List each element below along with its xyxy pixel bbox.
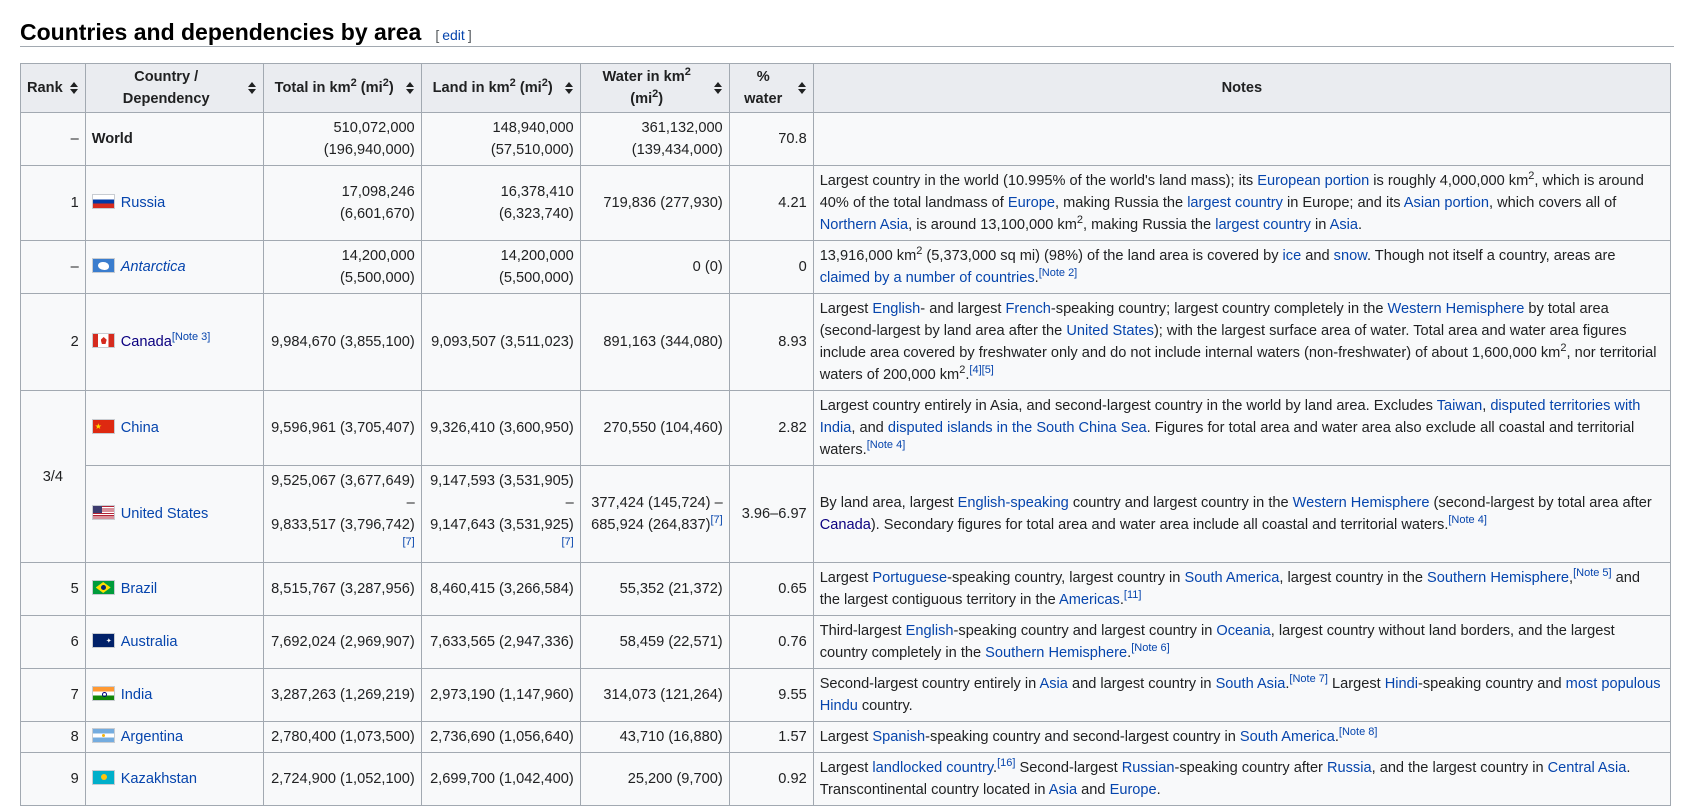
note-text: Largest country in the world (10.995% of the world's land mass); its <box>819 173 1258 189</box>
note-link[interactable]: Hindi <box>1384 676 1418 692</box>
land-cell: 2,699,700 (1,042,400) <box>421 753 580 806</box>
notes-cell <box>813 563 1670 616</box>
sort-icon[interactable] <box>798 81 806 95</box>
unit-text: ) <box>388 80 394 96</box>
water-cell <box>580 466 729 563</box>
note-link[interactable]: largest country <box>1215 217 1311 233</box>
note-link[interactable]: Asia <box>1048 782 1078 798</box>
header-water[interactable] <box>580 64 729 113</box>
note-link[interactable]: French <box>1005 301 1051 317</box>
note-text: country and largest country in the <box>1068 495 1293 511</box>
table-row-kazakhstan <box>21 753 1671 806</box>
table-row-antarctica <box>21 241 1671 294</box>
note-text: . <box>1119 592 1124 608</box>
note-text: , and <box>851 420 888 436</box>
land-cell <box>421 113 580 166</box>
table-row-brazil <box>21 563 1671 616</box>
land-cell: 8,460,415 (3,266,584) <box>421 563 580 616</box>
note-text: (second-largest by total area after <box>1429 495 1652 511</box>
note-link[interactable]: Americas <box>1059 592 1120 608</box>
note-link[interactable]: Russian <box>1121 760 1175 776</box>
table-row-australia <box>21 616 1671 669</box>
table-header-row <box>21 64 1671 113</box>
country-cell <box>85 294 263 391</box>
note-link[interactable]: South America <box>1184 570 1280 586</box>
country-link[interactable]: Canada <box>120 334 172 350</box>
country-cell <box>85 616 263 669</box>
footnote-ref[interactable]: [Note 7] <box>1289 673 1328 686</box>
note-text: country. <box>857 698 913 714</box>
table-row-united-states <box>21 466 1671 563</box>
notes-cell <box>813 241 1670 294</box>
land-cell: 2,973,190 (1,147,960) <box>421 669 580 722</box>
argentina-flag-icon <box>92 728 115 743</box>
water-cell: 891,163 (344,080) <box>580 294 729 391</box>
header-water-label: Water in km <box>602 69 685 85</box>
total-cell: 8,515,767 (3,287,956) <box>263 563 421 616</box>
rank-cell: 3/4 <box>21 391 86 563</box>
note-text: ). Secondary figures for total area and water area include all coastal and territorial waters. <box>870 517 1449 533</box>
note-text: and largest country in <box>1067 676 1216 692</box>
country-cell <box>85 113 263 166</box>
footnote-ref[interactable]: [Note 5] <box>1573 567 1612 580</box>
superscript: 2 <box>541 77 548 90</box>
notes-cell <box>813 166 1670 241</box>
notes-cell <box>813 391 1670 466</box>
india-flag-icon <box>92 686 115 701</box>
note-text: and <box>1077 782 1110 798</box>
footnote-ref[interactable]: [Note 3] <box>171 331 211 344</box>
country-cell <box>85 391 263 466</box>
pct-water-cell: 9.55 <box>729 669 813 722</box>
note-link[interactable]: Southern Hemisphere <box>985 645 1128 661</box>
unit-text: (mi <box>356 80 383 96</box>
country-link[interactable]: Argentina <box>120 729 184 745</box>
value-line: 9,525,067 (3,677,649) – <box>271 473 415 511</box>
notes-cell <box>813 722 1670 753</box>
sort-icon[interactable] <box>70 81 78 95</box>
land-cell: 2,736,690 (1,056,640) <box>421 722 580 753</box>
notes-cell <box>813 669 1670 722</box>
value-line: 9,833,517 (3,796,742) <box>271 517 415 533</box>
water-cell: 43,710 (16,880) <box>580 722 729 753</box>
header-rank[interactable] <box>21 64 86 113</box>
note-text: . <box>965 367 970 383</box>
pct-water-cell: 70.8 <box>729 113 813 166</box>
note-text: Largest <box>819 570 873 586</box>
total-cell: 9,984,670 (3,855,100) <box>263 294 421 391</box>
country-link[interactable]: China <box>120 420 159 436</box>
pct-water-cell: 0.76 <box>729 616 813 669</box>
country-cell <box>85 466 263 563</box>
value-line: (139,434,000) <box>631 142 723 158</box>
note-link[interactable]: English <box>905 623 954 639</box>
note-text: , which covers all of <box>1488 195 1617 211</box>
note-link[interactable]: claimed by a number of countries <box>819 270 1035 286</box>
pct-water-cell: 3.96–6.97 <box>729 466 813 563</box>
note-text: in <box>1310 217 1330 233</box>
value-line: 9,147,643 (3,531,925) <box>430 517 574 533</box>
table-row-china <box>21 391 1671 466</box>
note-link[interactable]: largest country <box>1187 195 1283 211</box>
note-link[interactable]: Spanish <box>872 729 926 745</box>
pct-water-cell: 1.57 <box>729 722 813 753</box>
total-cell: 9,596,961 (3,705,407) <box>263 391 421 466</box>
header-total[interactable] <box>263 64 421 113</box>
value-line: 148,940,000 <box>492 120 574 136</box>
country-cell <box>85 166 263 241</box>
note-link[interactable]: Taiwan <box>1436 398 1483 414</box>
note-text: is roughly 4,000,000 km <box>1369 173 1529 189</box>
water-cell: 270,550 (104,460) <box>580 391 729 466</box>
note-text: -speaking country and <box>1418 676 1566 692</box>
land-cell: 9,326,410 (3,600,950) <box>421 391 580 466</box>
pct-water-cell: 4.21 <box>729 166 813 241</box>
note-link[interactable]: Northern Asia <box>819 217 909 233</box>
note-text: , making Russia the <box>1054 195 1188 211</box>
notes-cell <box>813 753 1670 806</box>
note-text: and <box>1301 248 1334 264</box>
table-row-india <box>21 669 1671 722</box>
sort-icon[interactable] <box>565 81 573 95</box>
russia-flag-icon <box>92 194 115 209</box>
land-cell: 14,200,000 (5,500,000) <box>421 241 580 294</box>
note-text: . <box>1156 782 1161 798</box>
superscript: 2 <box>1076 214 1083 227</box>
footnote-ref[interactable]: [Note 4] <box>1448 514 1487 527</box>
note-text: Second-largest <box>1015 760 1122 776</box>
footnote-ref[interactable]: [Note 6] <box>1131 642 1170 655</box>
note-text: . Figures for total area and water area also exclude all coastal and territorial waters. <box>819 420 1635 458</box>
table-row-argentina <box>21 722 1671 753</box>
note-link[interactable]: ice <box>1282 248 1302 264</box>
footnote-ref[interactable]: [Note 2] <box>1038 267 1078 280</box>
note-text: -speaking country and second-largest country in <box>925 729 1240 745</box>
note-text: . <box>1285 676 1290 692</box>
value-line: 9,147,593 (3,531,905) – <box>430 473 574 511</box>
china-flag-icon <box>92 419 115 434</box>
note-text: . <box>1034 270 1039 286</box>
edit-link[interactable]: edit <box>442 27 465 43</box>
table-row-canada <box>21 294 1671 391</box>
note-link[interactable]: South America <box>1239 729 1335 745</box>
note-text: . <box>1357 217 1363 233</box>
country-link[interactable]: Australia <box>120 634 178 650</box>
superscript: 2 <box>916 245 923 258</box>
note-link[interactable]: English-speaking <box>957 495 1069 511</box>
value-line: 377,424 (145,724) – <box>591 495 723 511</box>
notes-cell <box>813 616 1670 669</box>
note-link[interactable]: Asia <box>1039 676 1068 692</box>
section-title: Countries and dependencies by area <box>20 19 422 45</box>
note-text: Largest country entirely in Asia, and second-largest country in the world by land area. Excludes <box>819 398 1437 414</box>
note-text: . <box>993 760 998 776</box>
value-line: (57,510,000) <box>490 142 574 158</box>
edit-bracket-close: ] <box>467 27 472 43</box>
note-link[interactable]: Russia <box>1326 760 1372 776</box>
notes-cell <box>813 466 1670 563</box>
note-text: , which is around 40% of the total landmass of <box>819 173 1644 211</box>
water-cell: 0 (0) <box>580 241 729 294</box>
superscript: 2 <box>1560 342 1567 355</box>
note-text: 13,916,000 km <box>819 248 917 264</box>
total-cell: 3,287,263 (1,269,219) <box>263 669 421 722</box>
sort-icon[interactable] <box>406 81 414 95</box>
footnote-ref[interactable]: [16] <box>997 757 1016 770</box>
note-link[interactable]: Western Hemisphere <box>1292 495 1430 511</box>
note-text: -speaking country; largest country completely in the <box>1050 301 1388 317</box>
country-name: World <box>91 131 133 147</box>
country-link[interactable]: United States <box>120 506 209 522</box>
australia-flag-icon <box>92 633 115 648</box>
total-cell: 2,780,400 (1,073,500) <box>263 722 421 753</box>
total-cell: 17,098,246 (6,601,670) <box>263 166 421 241</box>
note-text: , is around 13,100,000 km <box>908 217 1077 233</box>
note-link[interactable]: Europe <box>1007 195 1055 211</box>
note-text: Largest <box>819 729 873 745</box>
note-link[interactable]: snow <box>1333 248 1367 264</box>
value-line: 361,132,000 <box>641 120 723 136</box>
note-link[interactable]: disputed islands in the South China Sea <box>887 420 1147 436</box>
value-line: 510,072,000 <box>333 120 415 136</box>
rank-cell: 6 <box>21 616 86 669</box>
note-text: , <box>1482 398 1491 414</box>
land-cell: 16,378,410 (6,323,740) <box>421 166 580 241</box>
note-text: , nor territorial waters of 200,000 km <box>819 345 1657 383</box>
note-text: Largest <box>819 301 873 317</box>
article-section <box>20 0 1674 798</box>
water-cell: 25,200 (9,700) <box>580 753 729 806</box>
notes-cell <box>813 113 1670 166</box>
rank-cell: 7 <box>21 669 86 722</box>
footnote-ref[interactable]: [11] <box>1123 589 1142 602</box>
pct-water-cell: 0 <box>729 241 813 294</box>
rank-cell: 1 <box>21 166 86 241</box>
footnote-ref[interactable]: [Note 4] <box>866 439 906 452</box>
note-text: by total area (second-largest by land area after the <box>819 301 1609 339</box>
notes-cell <box>813 294 1670 391</box>
pct-water-cell: 2.82 <box>729 391 813 466</box>
note-link[interactable]: Oceania <box>1216 623 1271 639</box>
country-link[interactable]: Russia <box>120 195 166 211</box>
note-text: (5,373,000 sq mi) (98%) of the land area is covered by <box>922 248 1283 264</box>
total-cell <box>263 466 421 563</box>
footnote-ref[interactable]: [7] <box>402 536 415 549</box>
superscript: 2 <box>382 77 389 90</box>
note-text: Largest <box>819 760 873 776</box>
country-link[interactable]: Brazil <box>120 581 158 597</box>
header-country[interactable] <box>85 64 263 113</box>
pct-water-cell: 8.93 <box>729 294 813 391</box>
antarctica-flag-icon <box>92 258 115 273</box>
header-country-label: Country / Dependency <box>122 69 210 107</box>
header-pct-water-label: % water <box>744 69 783 107</box>
header-land-label: Land in km <box>432 80 510 96</box>
superscript: 2 <box>684 66 691 79</box>
country-cell <box>85 563 263 616</box>
unit-text: ) <box>547 80 553 96</box>
header-land[interactable] <box>421 64 580 113</box>
note-link[interactable]: Western Hemisphere <box>1387 301 1525 317</box>
country-cell <box>85 669 263 722</box>
note-text: , <box>1569 570 1574 586</box>
water-cell: 55,352 (21,372) <box>580 563 729 616</box>
pct-water-cell: 0.65 <box>729 563 813 616</box>
country-link[interactable]: India <box>120 687 153 703</box>
header-total-label: Total in km <box>274 80 351 96</box>
note-text: Largest <box>1327 676 1385 692</box>
note-link[interactable]: Southern Hemisphere <box>1427 570 1570 586</box>
value-line: 685,924 (264,837) <box>591 517 711 533</box>
country-cell <box>85 241 263 294</box>
total-cell <box>263 113 421 166</box>
sort-icon[interactable] <box>248 81 256 95</box>
note-text: -speaking country and largest country in <box>953 623 1217 639</box>
country-cell <box>85 722 263 753</box>
water-cell: 314,073 (121,264) <box>580 669 729 722</box>
note-link[interactable]: South Asia <box>1215 676 1286 692</box>
footnote-ref[interactable]: [7] <box>561 536 574 549</box>
canada-flag-icon <box>92 333 115 348</box>
total-cell: 7,692,024 (2,969,907) <box>263 616 421 669</box>
rank-cell: 8 <box>21 722 86 753</box>
unit-text: ) <box>658 91 664 107</box>
sort-icon[interactable] <box>714 81 722 95</box>
section-heading <box>20 4 1674 47</box>
header-pct-water[interactable] <box>729 64 813 113</box>
note-text: Second-largest country entirely in <box>819 676 1040 692</box>
superscript: 2 <box>350 77 357 90</box>
header-notes: Notes <box>813 64 1670 113</box>
note-link[interactable]: most populous Hindu <box>819 676 1661 714</box>
note-link[interactable]: United States <box>1066 323 1154 339</box>
footnote-ref[interactable]: [7] <box>710 514 723 527</box>
country-link[interactable]: Antarctica <box>120 259 186 275</box>
superscript: 2 <box>652 88 659 101</box>
water-cell: 719,836 (277,930) <box>580 166 729 241</box>
note-text: -speaking country after <box>1174 760 1327 776</box>
country-link[interactable]: Kazakhstan <box>120 771 197 787</box>
note-link[interactable]: Europe <box>1109 782 1157 798</box>
rank-cell: – <box>21 113 86 166</box>
superscript: 2 <box>509 77 516 90</box>
edit-section <box>435 27 471 43</box>
note-text: By land area, largest <box>819 495 958 511</box>
header-rank-label: Rank <box>27 80 63 96</box>
water-cell <box>580 113 729 166</box>
land-cell: 9,093,507 (3,511,023) <box>421 294 580 391</box>
rank-cell: 2 <box>21 294 86 391</box>
superscript: 2 <box>1528 170 1535 183</box>
kazakhstan-flag-icon <box>92 770 115 785</box>
land-cell: 7,633,565 (2,947,336) <box>421 616 580 669</box>
note-text: -speaking country, largest country in <box>947 570 1185 586</box>
footnote-ref[interactable]: [Note 8] <box>1338 726 1378 739</box>
countries-area-table <box>20 63 1671 806</box>
value-line: (196,940,000) <box>323 142 415 158</box>
note-text: , largest country without land borders, and the largest country completely in the <box>819 623 1615 661</box>
country-cell <box>85 753 263 806</box>
note-text: ); with the largest surface area of water. Total area and water area figures include area covered by freshwater only and do not include internal waters (non-freshwater) of about 1,600,000 km <box>819 323 1627 361</box>
footnote-ref[interactable]: [4][5] <box>969 364 994 377</box>
note-text: in Europe; and its <box>1282 195 1404 211</box>
note-link[interactable]: Asia <box>1329 217 1358 233</box>
table-row-world <box>21 113 1671 166</box>
total-cell: 2,724,900 (1,052,100) <box>263 753 421 806</box>
note-link[interactable]: European portion <box>1257 173 1370 189</box>
note-text: and the largest contiguous territory in the <box>819 570 1641 608</box>
brazil-flag-icon <box>92 580 115 595</box>
note-text: - and largest <box>920 301 1006 317</box>
unit-text: (mi <box>515 80 542 96</box>
note-text: , largest country in the <box>1279 570 1428 586</box>
superscript: 2 <box>959 364 966 377</box>
note-text: , making Russia the <box>1082 217 1216 233</box>
land-cell <box>421 466 580 563</box>
note-text: Third-largest <box>819 623 906 639</box>
note-link[interactable]: Central Asia <box>1547 760 1627 776</box>
note-text: . <box>1127 645 1132 661</box>
total-cell: 14,200,000 (5,500,000) <box>263 241 421 294</box>
unit-text: (mi <box>630 91 653 107</box>
note-text: . <box>1334 729 1339 745</box>
note-text: , and the largest country in <box>1371 760 1548 776</box>
note-link[interactable]: Canada <box>819 517 871 533</box>
rank-cell: 9 <box>21 753 86 806</box>
rank-cell: 5 <box>21 563 86 616</box>
rank-cell: – <box>21 241 86 294</box>
edit-bracket-open: [ <box>435 27 440 43</box>
note-link[interactable]: English <box>872 301 921 317</box>
note-text: . Transcontinental country located in <box>819 760 1631 798</box>
note-link[interactable]: landlocked country <box>872 760 994 776</box>
water-cell: 58,459 (22,571) <box>580 616 729 669</box>
pct-water-cell: 0.92 <box>729 753 813 806</box>
usa-flag-icon <box>92 505 115 520</box>
note-link[interactable]: Asian portion <box>1403 195 1489 211</box>
note-link[interactable]: Portuguese <box>872 570 948 586</box>
note-link[interactable]: disputed territories with India <box>819 398 1641 436</box>
table-row-russia <box>21 166 1671 241</box>
note-text: . Though not itself a country, areas are <box>1366 248 1616 264</box>
